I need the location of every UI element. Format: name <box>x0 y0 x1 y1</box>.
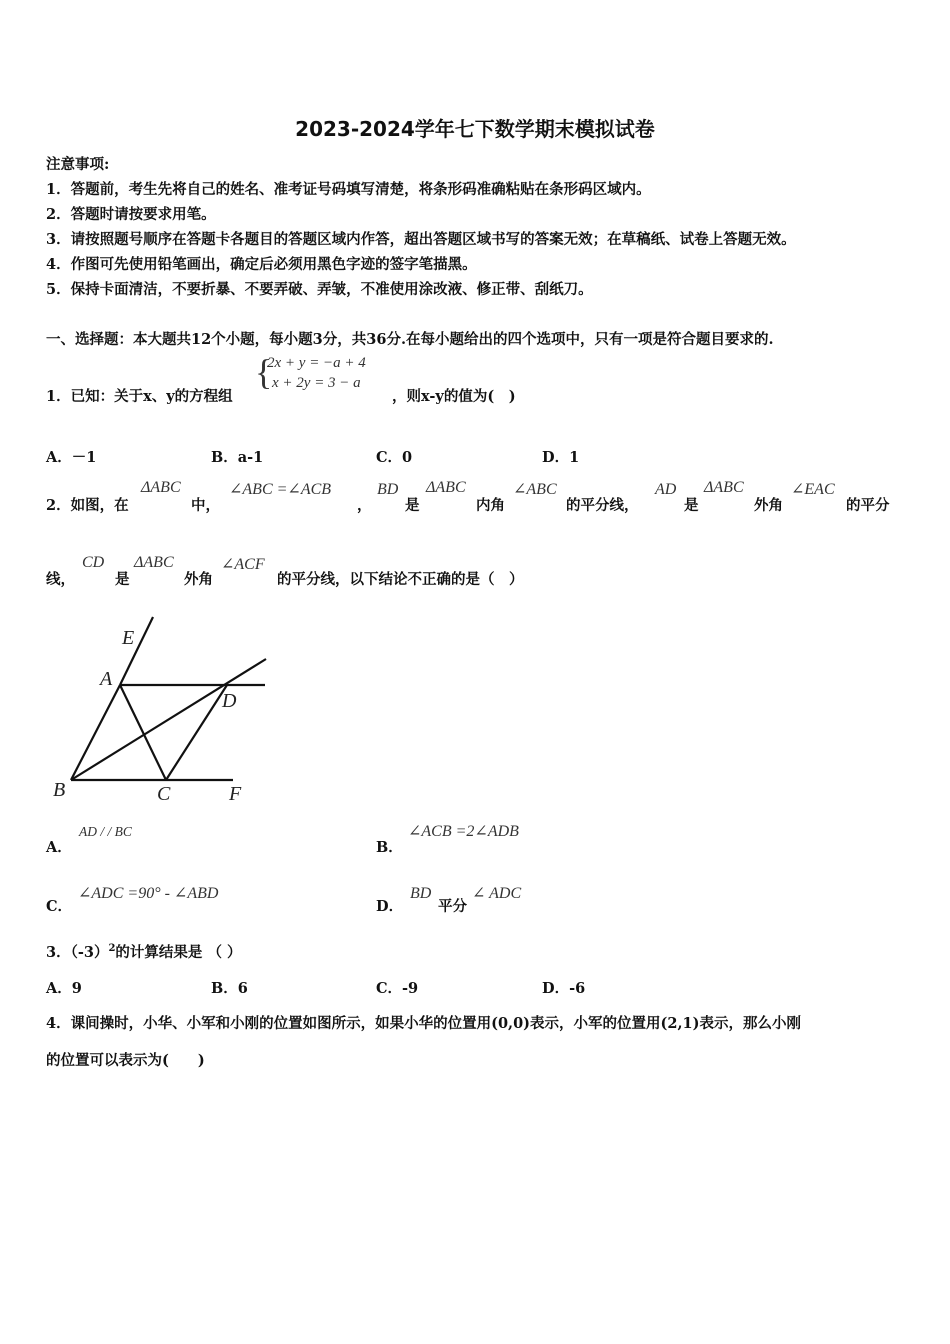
q1-equation-2: x + 2y = 3 − a <box>272 375 361 391</box>
segment-ac <box>120 685 166 780</box>
q2-text: 2．如图，在 <box>46 497 129 514</box>
notice-item: 3．请按照题号顺序在答题卡各题目的答题区域内作答，超出答题区域书写的答案无效；在草稿纸、试卷上答题无效。 <box>46 231 796 248</box>
q2-math: BD <box>377 481 399 498</box>
q2-math: ΔABC <box>704 479 744 496</box>
q4-stem-line-2: 的位置可以表示为( ) <box>46 1052 205 1069</box>
notice-item: 1．答题前，考生先将自己的姓名、准考证号码填写清楚，将条形码准确粘贴在条形码区域内。 <box>46 181 651 198</box>
q2-option-a: AD / / BC <box>79 824 132 839</box>
notice-item: 2．答题时请按要求用笔。 <box>46 206 216 223</box>
q2-text: 是 <box>684 497 699 514</box>
q2-text: 的平分线， <box>566 497 639 514</box>
q4-stem-line-1: 4．课间操时，小华、小军和小刚的位置如图所示，如果小华的位置用(0,0)表示，小军的位置用(2,1)表示，那么小刚 <box>46 1015 801 1032</box>
label-a: A <box>100 668 113 690</box>
q1-stem: 1．已知：关于x、y的方程组 <box>46 388 233 405</box>
q2-option-d-label: D． <box>376 898 404 915</box>
q3-option-d: D．-6 <box>542 980 586 997</box>
q2-text: ， <box>357 497 372 514</box>
section-heading: 一、选择题：本大题共12个小题，每小题3分，共36分.在每小题给出的四个选项中，只有一项是符合题目要求的. <box>46 331 774 348</box>
q3-option-a: A．9 <box>46 980 82 997</box>
label-e: E <box>122 627 135 649</box>
q2-math: ∠ACF <box>221 556 265 573</box>
notice-item: 4．作图可先使用铅笔画出，确定后必须用黑色字迹的签字笔描黑。 <box>46 256 477 273</box>
q1-option-a: A．－1 <box>46 449 97 466</box>
q2-math: ∠ABC <box>513 481 557 498</box>
q1-stem-end: ，则x-y的值为( ) <box>392 388 516 405</box>
q2-text: 是 <box>405 497 420 514</box>
q2-option-d-angle: ∠ ADC <box>472 885 522 902</box>
q2-math: AD <box>655 481 677 498</box>
page-title: 2023-2024学年七下数学期末模拟试卷 <box>295 117 655 141</box>
q2-option-b: ∠ACB =2∠ADB <box>408 823 519 840</box>
q2-math: ΔABC <box>134 554 174 571</box>
label-c: C <box>157 783 171 805</box>
notice-heading: 注意事项: <box>46 156 110 173</box>
q2-text: 是 <box>115 571 130 588</box>
q2-text: 外角 <box>754 497 783 514</box>
q2-option-a-label: A． <box>46 839 72 856</box>
q2-option-c-label: C． <box>46 898 73 915</box>
q2-option-c: ∠ADC =90° - ∠ABD <box>78 885 219 902</box>
q2-option-d: BD <box>410 885 432 902</box>
q3-option-c: C．-9 <box>376 980 419 997</box>
q2-math: CD <box>82 554 105 571</box>
segment-cd <box>166 685 227 780</box>
geometry-figure <box>40 605 280 810</box>
q2-text: 外角 <box>184 571 213 588</box>
q2-text: 内角 <box>476 497 505 514</box>
q3-stem: 3．$(-3)^2$的计算结果是 （ ） <box>46 943 242 961</box>
q2-text: 中， <box>191 497 220 514</box>
brace-symbol: { <box>255 352 273 392</box>
label-d: D <box>222 690 237 712</box>
q1-option-b: B．a-1 <box>211 449 264 466</box>
q3-option-b: B．6 <box>211 980 248 997</box>
q2-math: ∠ABC =∠ACB <box>229 481 332 498</box>
label-f: F <box>229 783 242 805</box>
label-b: B <box>53 779 66 801</box>
q2-math: ΔABC <box>426 479 466 496</box>
q2-option-d-text: 平分 <box>438 898 467 915</box>
q2-text: 的平分 <box>846 497 890 514</box>
q2-math: ΔABC <box>141 479 181 496</box>
q1-option-d: D．1 <box>542 449 580 466</box>
q2-math: ∠EAC <box>791 481 835 498</box>
q2-text: 线， <box>46 571 75 588</box>
q1-option-c: C．0 <box>376 449 413 466</box>
q2-option-b-label: B． <box>376 839 403 856</box>
notice-item: 5．保持卡面清洁，不要折暴、不要弄破、弄皱，不准使用涂改液、修正带、刮纸刀。 <box>46 281 593 298</box>
q2-text: 的平分线，以下结论不正确的是（ ） <box>277 571 524 588</box>
q1-equation-1: 2x + y = −a + 4 <box>267 355 366 371</box>
